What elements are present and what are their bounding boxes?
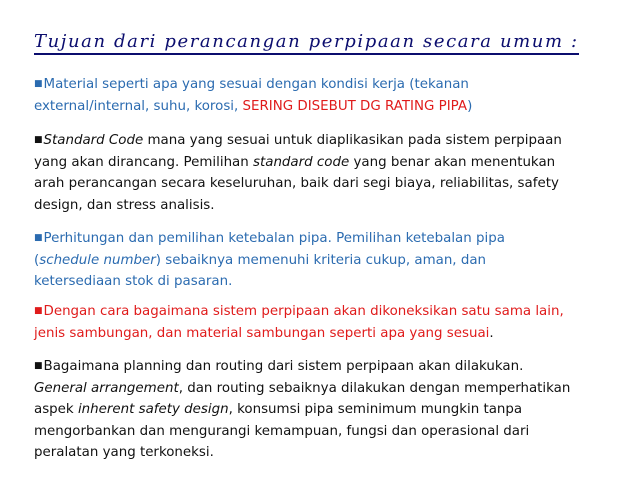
bullet-text: Material seperti apa yang sesuai dengan kondisi kerja (tekanan (43, 77, 469, 92)
bullet-text: peralatan yang terkoneksi. (34, 445, 214, 460)
bullet-text: jenis sambungan, dan material sambungan seperti apa yang sesuai (34, 325, 490, 341)
term-schedule-number: schedule number (39, 252, 156, 268)
bullet-text: Bagaimana planning dan routing dari sistem perpipaan akan dilakukan. (43, 359, 524, 374)
bullet-text: yang akan dirancang. Pemilihan (34, 154, 254, 170)
bullet-icon: ■ (34, 361, 43, 371)
bullet-material (34, 74, 634, 117)
bullet-text: , dan routing sebaiknya dilakukan dengan memperhatikan (178, 380, 571, 396)
rating-pipa-note: SERING DISEBUT DG RATING PIPA (242, 98, 468, 114)
bullet-standard-code (34, 130, 634, 216)
slide-title: Tujuan dari perancangan perpipaan secara umum : (34, 31, 579, 55)
bullet-text: ) (467, 98, 473, 114)
bullet-text: , konsumsi pipa seminimum mungkin tanpa (228, 402, 523, 417)
bullet-icon: ■ (34, 306, 43, 316)
bullet-text: ) sebaiknya memenuhi kriteria cukup, aman, dan (155, 252, 487, 268)
bullet-text: ketersediaan stok di pasaran. (34, 274, 233, 289)
bullet-text: . (489, 325, 494, 341)
bullet-text: Dengan cara bagaimana sistem perpipaan akan dikoneksikan satu sama lain, (43, 304, 564, 319)
bullet-text: Perhitungan dan pemilihan ketebalan pipa. Pemilihan ketebalan pipa (43, 231, 505, 246)
bullet-text: arah perancangan secara keseluruhan, baik dari segi biaya, reliabilitas, safety (34, 176, 559, 191)
bullet-text: external/internal, suhu, korosi, (34, 98, 243, 114)
bullet-text: design, dan stress analisis. (34, 197, 215, 213)
bullet-planning-routing (34, 356, 634, 464)
bullet-koneksi (34, 301, 634, 344)
term-standard-code-lower: standard code (253, 154, 350, 170)
bullet-text: aspek (34, 402, 78, 417)
bullet-text: mengorbankan dan mengurangi kemampuan, fungsi dan operasional dari (34, 423, 530, 439)
bullet-icon: ■ (34, 233, 43, 243)
bullet-ketebalan-pipa (34, 228, 634, 293)
term-inherent-safety-design: inherent safety design (77, 402, 229, 417)
term-standard-code: Standard Code (43, 133, 144, 148)
bullet-text: yang benar akan menentukan (349, 154, 556, 170)
term-general-arrangement: General arrangement (34, 380, 179, 396)
bullet-icon: ■ (34, 79, 43, 89)
bullet-icon: ■ (34, 135, 43, 145)
bullet-text: ( (34, 252, 40, 268)
bullet-text: mana yang sesuai untuk diaplikasikan pada sistem perpipaan (143, 133, 562, 148)
